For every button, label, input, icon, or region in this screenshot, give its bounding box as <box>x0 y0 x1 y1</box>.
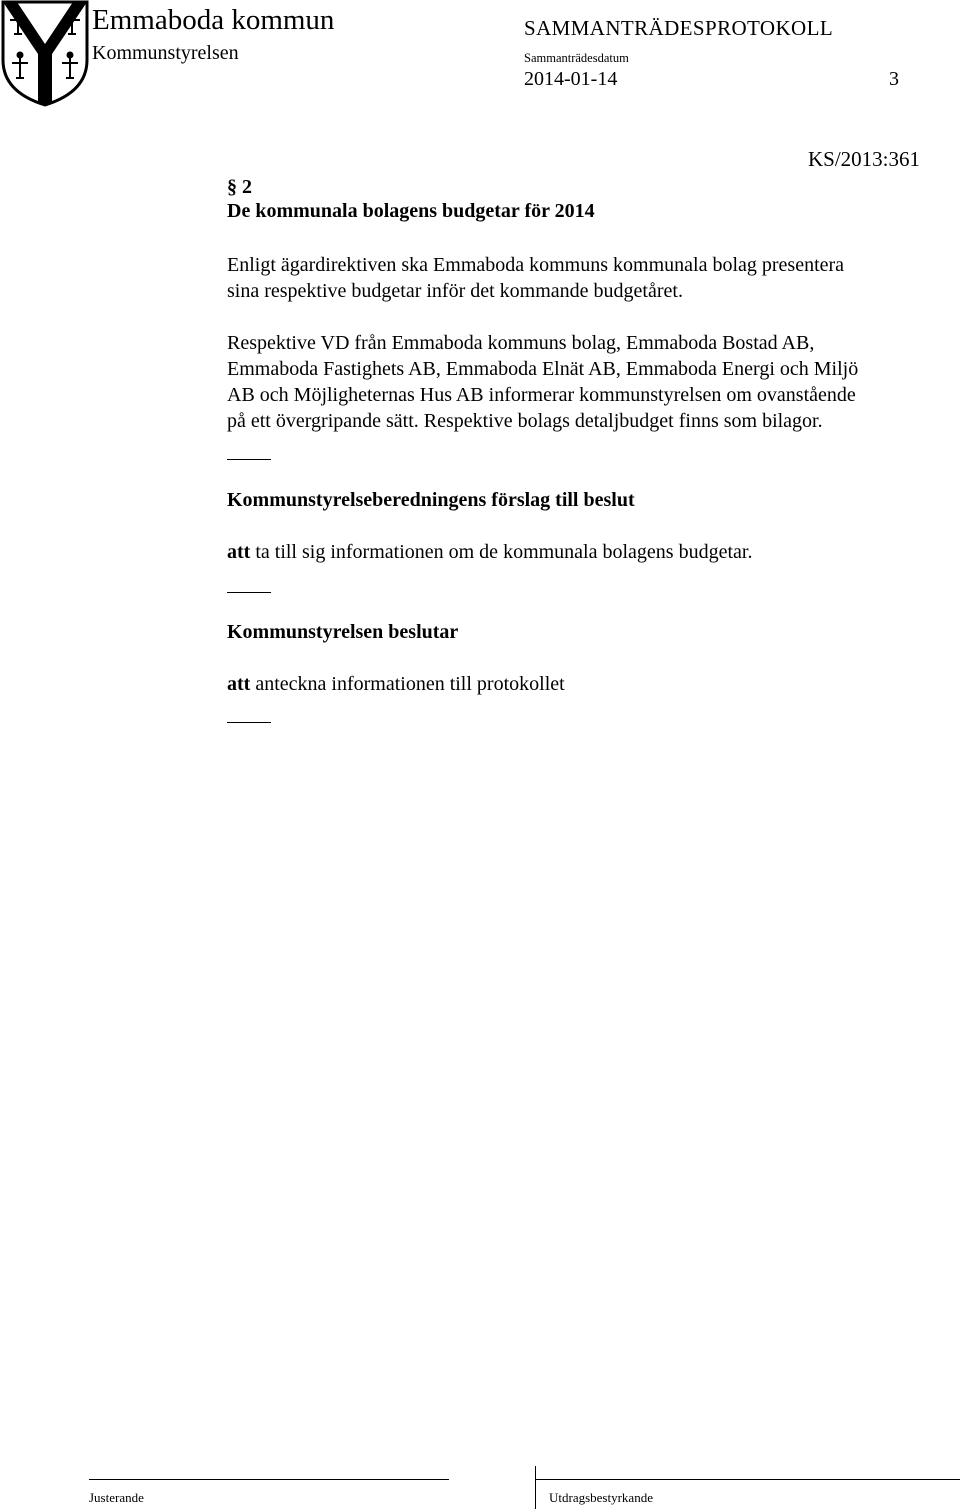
meeting-date-label: Sammanträdesdatum <box>524 51 629 65</box>
page-number: 3 <box>889 68 899 90</box>
decision-heading: Kommunstyrelsen beslutar <box>227 621 459 643</box>
proposal-heading: Kommunstyrelseberedningens förslag till beslut <box>227 489 635 511</box>
utdragsbestyrkande-label: Utdragsbestyrkande <box>549 1490 653 1505</box>
department-name: Kommunstyrelsen <box>92 42 239 64</box>
decision-att-keyword: att <box>227 673 251 695</box>
body-paragraph-2: Respektive VD från Emmaboda kommuns bolag, Emmaboda Bostad AB, Emmaboda Fastighets AB, Emmaboda Elnät AB, Emmaboda Energi och Miljö AB och Möjligheternas Hus AB informerar kommunstyrelsen om ovanstående på ett övergripande sätt. Respektive bolags detaljbudget finns som bilagor. <box>227 332 859 432</box>
signature-line-right <box>535 1479 960 1480</box>
section-divider <box>227 592 271 593</box>
organization-name: Emmaboda kommun <box>92 4 335 36</box>
section-divider <box>227 459 271 460</box>
meeting-date: 2014-01-14 <box>524 68 618 90</box>
municipal-coat-of-arms-icon <box>0 0 90 107</box>
signature-line-left <box>89 1479 449 1480</box>
proposal-text <box>227 541 752 564</box>
case-title: De kommunala bolagens budgetar för 2014 <box>227 200 595 222</box>
decision-text <box>227 673 565 696</box>
proposal-att-keyword: att <box>227 541 251 563</box>
proposal-clause: ta till sig informationen om de kommunala bolagens budgetar. <box>250 541 753 563</box>
case-number: KS/2013:361 <box>808 147 921 171</box>
section-number: § 2 <box>227 176 252 198</box>
justerande-label: Justerande <box>89 1490 144 1505</box>
document-type: SAMMANTRÄDESPROTOKOLL <box>524 16 834 40</box>
decision-clause: anteckna informationen till protokollet <box>250 673 565 695</box>
signature-divider <box>535 1466 536 1509</box>
section-divider <box>227 722 271 723</box>
body-paragraph-1: Enligt ägardirektiven ska Emmaboda kommuns kommunala bolag presentera sina respektive budgetar inför det kommande budgetåret. <box>227 254 845 302</box>
